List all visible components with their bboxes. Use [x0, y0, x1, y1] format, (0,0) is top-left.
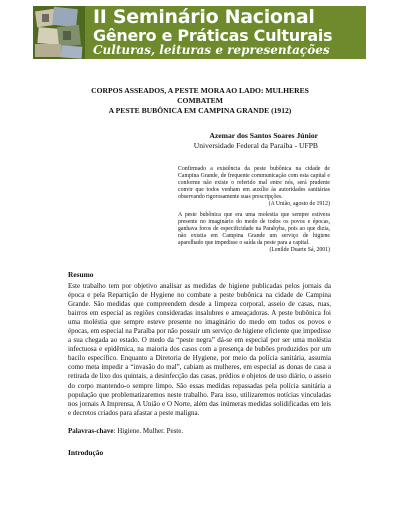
epigraph-1-text: Confirmado a existência da peste bubônica na cidade de Campina Grande, de frequente communicação com esta capital e conforme não existe o referido mal entre nós, será prudente convir que todos venham em auxílio às autoridades sanitárias observando rigorosamente suas prescripções.: [178, 166, 330, 200]
author-affiliation: Universidade Federal da Paraíba - UFPB: [193, 141, 318, 150]
author-block: [194, 131, 318, 151]
banner-tagline: Culturas, leituras e representações: [93, 43, 330, 57]
paper-title-line-1: CORPOS ASSEADOS, A PESTE MORA AO LADO: MULHERES COMBATEM: [91, 86, 309, 105]
keywords-values: : Higiene. Mulher. Peste.: [113, 427, 184, 435]
keywords: [68, 427, 183, 435]
paper-title-line-2: A PESTE BUBÔNICA EM CAMPINA GRANDE (1912): [108, 106, 292, 115]
epigraph-2-text: A peste bubônica que era uma molestia que sempre estivera presente no imaginário do medo de todos os povos e épocas, ganhava foros de especificidade na Parahyba, pois ao que dizia, não existia em Campina Grande um serviço de higiene aparelhado que impedisse o saída da peste para a capital.: [178, 212, 330, 246]
banner-text: [93, 8, 363, 57]
collage-image: [33, 6, 85, 59]
header-banner: [33, 6, 366, 59]
epigraph-1: [178, 166, 330, 207]
epigraph-1-source: (A União, agosto de 1912): [268, 200, 330, 207]
author-name: Azemar dos Santos Soares Júnior: [209, 131, 318, 140]
banner-title: II Seminário Nacional: [93, 6, 315, 28]
abstract-heading: Resumo: [68, 270, 94, 279]
paper-title: [75, 86, 325, 116]
abstract-text: Este trabalho tem por objetivo analisar as medidas de higiene publicadas pelos jornais da época e pela Repartição de Hygiene no combate a peste bubônica na cidade de Campina Grande. São medidas que compreendem desde a limpeza corporal, asseio de casas, ruas, bairros em especial as regiões consideradas insalubres e ameaçadoras. A peste bubônica foi uma moléstia que sempre esteve presente no imaginário do medo em todos os povos e épocas, em especial na Paraíba por não possuir um serviço de higiene eficiente que impedisse a sua chegada ao estado. O medo da “peste negra” dá-se em especial por ser uma moléstia infectuosa e epidêmica, na maioria dos casos com a presença de bubões produzidos por um bacilo específico. Enquanto a Diretoria de Hygiene, por meio da polícia sanitária, assumia como meta impedir a “invasão do mal”, cabiam as mulheres, em especial as donas de casa a retirada de lixo dos quintais, a desinfecção das casas, prédios e objetos de uso diário, o asseio do corpo mantendo-o sempre limpo. São essas medidas repassadas pela polícia sanitária a população que problematizaremos neste trabalho. Para isso, utilizaremos notícias vinculadas nos jornais A Imprensa, A União e O Norte, além das inúmeras medidas solidificadas em leis e decretos criados para afastar a peste maligna.: [68, 282, 331, 417]
keywords-label: Palavras-chave: [68, 427, 114, 435]
epigraph-2-source: (Lenilde Duarte Sá, 2001): [269, 246, 330, 253]
epigraph-2: [178, 212, 330, 253]
introduction-heading: Introdução: [68, 448, 104, 457]
banner-subtitle: Gênero e Práticas Culturais: [93, 26, 333, 45]
